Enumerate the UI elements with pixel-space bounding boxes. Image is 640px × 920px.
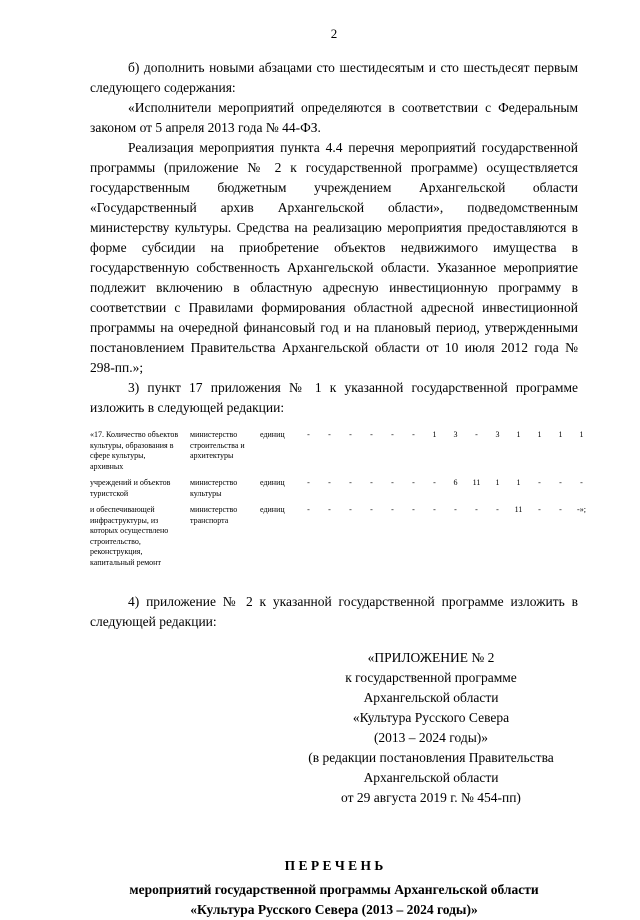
table-row — [90, 505, 598, 568]
value-cell: - — [538, 478, 541, 487]
value-cell: - — [412, 430, 415, 439]
value-cell: 1 — [495, 478, 500, 487]
unit-cell: единиц — [260, 430, 285, 439]
value-cell: -»; — [577, 505, 586, 514]
paragraph-realization: Реализация мероприятия пункта 4.4 перечня мероприятий государственной программы (приложение № 2 к государственной программе) осуществляется государственным бюджетным учреждением Архангельской области «Государственный архив Архангельской области», подведомственным министерству культуры. Средства на реализацию мероприятия предоставляются в форме субсидии на приобретение объектов недвижимого имущества в государственную собственность Архангельской области. Указанное мероприятие подлежит включению в областную адресную инвестиционную программу в соответствии с Правилами формирования областной адресной инвестиционной программы на очередной финансовый год и на плановый период, утвержденными постановлением Правительства Архангельской области от 10 июля 2012 года № 298-пп.»; — [90, 140, 578, 375]
value-cell: - — [538, 505, 541, 514]
unit-cell: единиц — [260, 505, 285, 514]
appendix-line: Архангельской области — [363, 690, 499, 705]
ministry-cell: министерство строительства и архитектуры — [190, 430, 245, 460]
heading-title: П Е Р Е Ч Е Н Ь — [284, 858, 384, 873]
indicator-cell: учреждений и объектов туристской — [90, 478, 171, 498]
heading-subtitle-line: мероприятий государственной программы Архангельской области — [129, 882, 539, 897]
value-cell: - — [391, 505, 394, 514]
value-cell: - — [307, 430, 310, 439]
value-cell: - — [307, 478, 310, 487]
value-cell: - — [559, 505, 562, 514]
value-cell: - — [475, 505, 478, 514]
value-cell: - — [412, 505, 415, 514]
value-cell: 1 — [516, 430, 521, 439]
appendix-line: (2013 – 2024 годы)» — [373, 730, 489, 745]
indicators-table — [90, 430, 598, 568]
page-number: 2 — [330, 26, 338, 41]
value-cell: - — [349, 430, 352, 439]
value-cell: 1 — [432, 430, 437, 439]
paragraph-amendment-b: б) дополнить новыми абзацами сто шестидесятым и сто шестьдесят первым следующего содержания: — [90, 60, 578, 95]
document-heading — [90, 856, 578, 920]
value-cell: 11 — [514, 505, 523, 514]
value-cell: 1 — [558, 430, 563, 439]
paragraph-executors: «Исполнители мероприятий определяются в соответствии с Федеральным законом от 5 апреля 2013 года № 44-ФЗ. — [90, 100, 578, 135]
value-cell: - — [328, 478, 331, 487]
value-cell: - — [559, 478, 562, 487]
value-cell: - — [412, 478, 415, 487]
values-cells — [298, 478, 598, 489]
value-cell: - — [580, 478, 583, 487]
appendix-line: от 29 августа 2019 г. № 454-пп) — [341, 790, 521, 805]
appendix-line: к государственной программе — [345, 670, 517, 685]
value-cell: 3 — [453, 430, 458, 439]
value-cell: - — [328, 505, 331, 514]
values-cells — [298, 430, 598, 441]
value-cell: - — [391, 478, 394, 487]
value-cell: - — [370, 478, 373, 487]
value-cell: - — [496, 505, 499, 514]
value-cell: 1 — [579, 430, 584, 439]
paragraph-item-3: 3) пункт 17 приложения № 1 к указанной государственной программе изложить в следующей редакции: — [90, 380, 578, 415]
value-cell: - — [307, 505, 310, 514]
value-cell: - — [391, 430, 394, 439]
table-row — [90, 430, 598, 472]
unit-cell: единиц — [260, 478, 285, 487]
value-cell: 3 — [495, 430, 500, 439]
value-cell: - — [454, 505, 457, 514]
value-cell: - — [433, 505, 436, 514]
value-cell: 1 — [537, 430, 542, 439]
table-row — [90, 478, 598, 499]
appendix-line: «Культура Русского Севера — [352, 710, 510, 725]
heading-subtitle-line: «Культура Русского Севера (2013 – 2024 годы)» — [190, 902, 478, 917]
value-cell: - — [475, 430, 478, 439]
value-cell: - — [349, 478, 352, 487]
ministry-cell: министерство культуры — [190, 478, 238, 498]
value-cell: 6 — [453, 478, 458, 487]
value-cell: - — [370, 430, 373, 439]
value-cell: - — [328, 430, 331, 439]
paragraph-item-4: 4) приложение № 2 к указанной государственной программе изложить в следующей редакции: — [90, 594, 578, 629]
appendix-line: (в редакции постановления Правительства — [308, 750, 554, 765]
value-cell: - — [349, 505, 352, 514]
value-cell: - — [433, 478, 436, 487]
values-cells — [298, 505, 598, 516]
appendix-reference-block — [266, 648, 596, 808]
value-cell: 11 — [472, 478, 481, 487]
indicator-cell: и обеспечивающей инфраструктуры, из которых осуществлено строительство, реконструкция, капитальный ремонт — [90, 505, 169, 567]
appendix-line: «ПРИЛОЖЕНИЕ № 2 — [367, 650, 495, 665]
indicator-cell: «17. Количество объектов культуры, образования в сфере культуры, архивных — [90, 430, 179, 471]
ministry-cell: министерство транспорта — [190, 505, 238, 525]
value-cell: - — [370, 505, 373, 514]
value-cell: 1 — [516, 478, 521, 487]
appendix-line: Архангельской области — [363, 770, 499, 785]
